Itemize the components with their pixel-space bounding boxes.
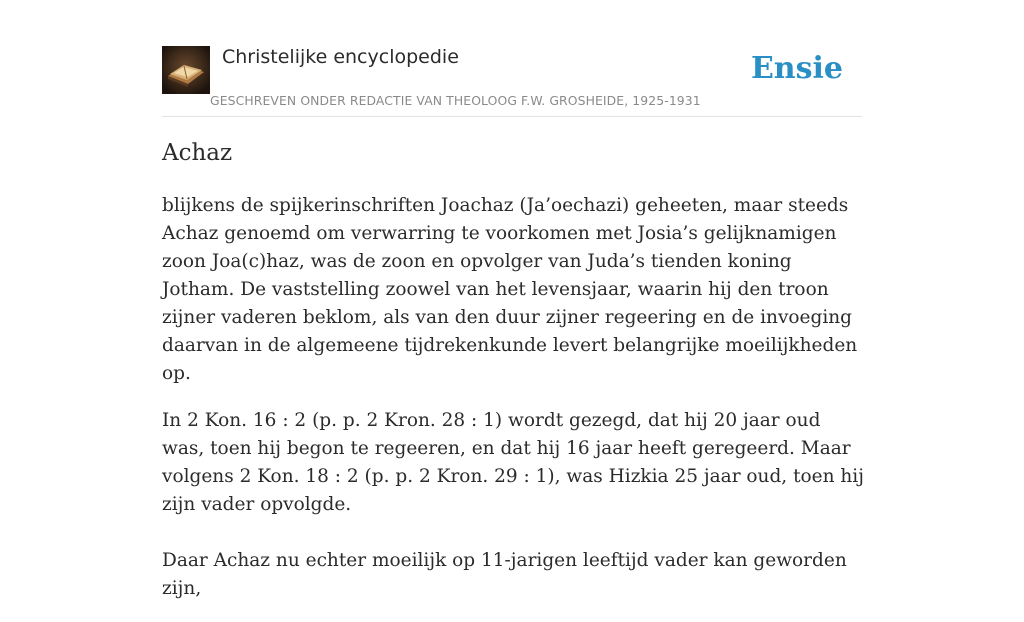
- ensie-brand-link[interactable]: Ensie: [750, 51, 843, 86]
- book-photo-icon: [162, 46, 210, 94]
- article-paragraph: Daar Achaz nu echter moeilijk op 11-jarigen leeftijd vader kan geworden zijn,: [162, 550, 847, 599]
- site-logo[interactable]: [162, 46, 210, 94]
- article-body: [162, 192, 867, 622]
- site-title[interactable]: Christelijke encyclopedie: [222, 46, 459, 68]
- article-paragraph: blijkens de spijkerinschriften Joachaz (Ja’oechazi) geheeten, maar steeds Achaz genoemd om verwarring te voorkomen met Josia’s gelijknamigen zoon Joa(c)haz, was de zoon en opvolger van Juda’s tienden koning Jotham. De vaststelling zoowel van het levensjaar, waarin hij den troon zijner vaderen beklom, als van den duur zijner regeering en de invoeging daarvan in de algemeene tijdrekenkunde levert belangrijke moeilijkheden op.: [162, 195, 858, 384]
- site-header: [162, 46, 862, 117]
- site-subtitle: GESCHREVEN ONDER REDACTIE VAN THEOLOOG F.W. GROSHEIDE, 1925-1931: [210, 93, 701, 108]
- article-paragraph: In 2 Kon. 16 : 2 (p. p. 2 Kron. 28 : 1) wordt gezegd, dat hij 20 jaar oud was, toen hij begon te regeeren, en dat hij 16 jaar heeft geregeerd. Maar volgens 2 Kon. 18 : 2 (p. p. 2 Kron. 29 : 1), was Hizkia 25 jaar oud, toen hij zijn vader opvolgde.: [162, 410, 864, 515]
- article-title: Achaz: [162, 140, 233, 166]
